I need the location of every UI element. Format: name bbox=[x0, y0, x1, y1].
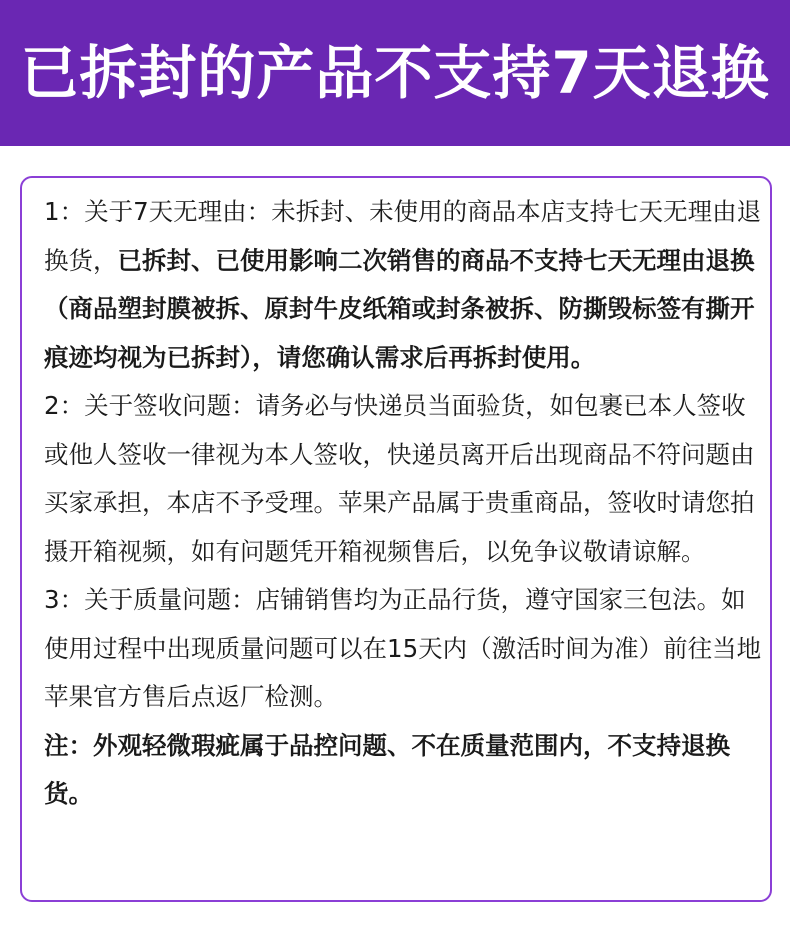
notice-text bbox=[44, 188, 766, 819]
page-title: 已拆封的产品不支持7天退换 bbox=[20, 39, 770, 107]
section-receipt-policy: 2：关于签收问题：请务必与快递员当面验货，如包裹已本人签收或他人签收一律视为本人签收，快递员离开后出现商品不符问题由买家承担，本店不予受理。苹果产品属于贵重商品，签收时请您拍摄开箱视频，如有问题凭开箱视频售后，以免争议敬请谅解。 bbox=[44, 391, 755, 566]
section-return-policy bbox=[44, 188, 766, 382]
section-quality-policy: 3：关于质量问题：店铺销售均为正品行货，遵守国家三包法。如使用过程中出现质量问题可以在15天内（激活时间为准）前往当地苹果官方售后点返厂检测。 bbox=[44, 585, 762, 711]
return-policy-bold-text: 已拆封、已使用影响二次销售的商品不支持七天无理由退换（商品塑封膜被拆、原封牛皮纸箱或封条被拆、防撕毁标签有撕开痕迹均视为已拆封），请您确认需求后再拆封使用。 bbox=[44, 245, 755, 372]
return-policy-text: 1：关于7天无理由：未拆封、未使用的商品本店支持七天无理由退换货， bbox=[44, 197, 762, 275]
note-text: 注：外观轻微瑕疵属于品控问题、不在质量范围内，不支持退换货。 bbox=[44, 730, 730, 808]
